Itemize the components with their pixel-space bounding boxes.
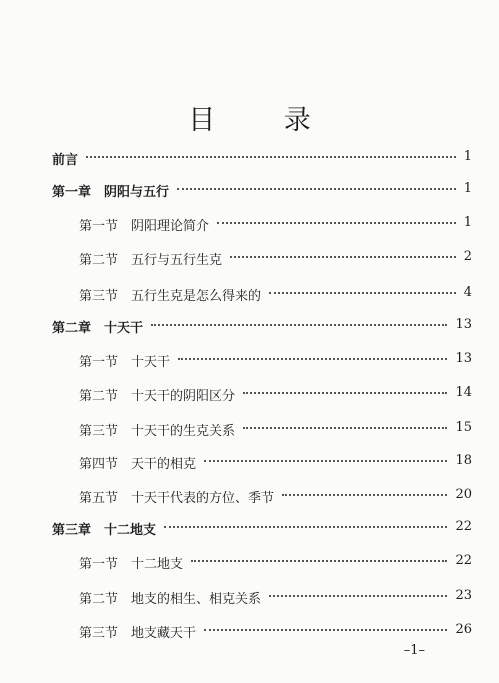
chapter-title: 第三章 十二地支 bbox=[52, 523, 157, 538]
toc-entry bbox=[52, 516, 472, 540]
dot-leader bbox=[230, 256, 456, 258]
toc-entry bbox=[79, 550, 472, 574]
entry-page-number: 15 bbox=[455, 420, 472, 435]
section-title: 第三节 十天干的生克关系 bbox=[79, 424, 236, 439]
chapter-title: 第二章 十天干 bbox=[52, 321, 144, 336]
entry-page-number: 13 bbox=[455, 317, 472, 332]
dot-leader bbox=[282, 494, 447, 496]
dot-leader bbox=[178, 358, 447, 360]
dot-leader bbox=[269, 595, 447, 597]
dot-leader bbox=[151, 324, 447, 326]
entry-page-number: 22 bbox=[455, 553, 472, 568]
dot-leader bbox=[243, 427, 447, 429]
dot-leader bbox=[204, 460, 447, 462]
entry-page-number: 20 bbox=[455, 487, 472, 502]
section-title: 第二节 十天干的阴阳区分 bbox=[79, 389, 236, 404]
section-title: 第一节 十天干 bbox=[79, 355, 171, 370]
entry-page-number: 1 bbox=[463, 215, 472, 230]
entry-page-number: 1 bbox=[463, 181, 472, 196]
dot-leader bbox=[177, 188, 456, 190]
entry-page-number: 14 bbox=[455, 385, 472, 400]
dot-leader bbox=[217, 222, 456, 224]
entry-page-number: 2 bbox=[463, 249, 472, 264]
toc-entry bbox=[79, 417, 472, 441]
toc-entry bbox=[79, 619, 472, 643]
toc-entry bbox=[52, 314, 472, 338]
section-title: 第三节 五行生克是怎么得来的 bbox=[79, 289, 262, 304]
section-title: 第四节 天干的相克 bbox=[79, 457, 197, 472]
section-title: 第二节 地支的相生、相克关系 bbox=[79, 592, 262, 607]
toc-entry bbox=[79, 382, 472, 406]
toc-entry bbox=[79, 246, 472, 270]
section-title: 第二节 五行与五行生克 bbox=[79, 253, 223, 268]
entry-page-number: 4 bbox=[463, 285, 472, 300]
page-number: –1– bbox=[403, 643, 425, 658]
chapter-title: 第一章 阴阳与五行 bbox=[52, 185, 170, 200]
entry-page-number: 26 bbox=[455, 622, 472, 637]
toc-entry bbox=[79, 484, 472, 508]
section-title: 第一节 十二地支 bbox=[79, 557, 184, 572]
dot-leader bbox=[243, 392, 447, 394]
toc-entry bbox=[79, 450, 472, 474]
toc-entry bbox=[79, 282, 472, 306]
chapter-title: 前言 bbox=[52, 153, 79, 168]
toc-entry bbox=[79, 212, 472, 236]
section-title: 第五节 十天干代表的方位、季节 bbox=[79, 491, 275, 506]
toc-entry bbox=[79, 348, 472, 372]
entry-page-number: 1 bbox=[463, 149, 472, 164]
page-title: 目 录 bbox=[188, 105, 341, 136]
dot-leader bbox=[191, 560, 447, 562]
section-title: 第一节 阴阳理论简介 bbox=[79, 219, 210, 234]
entry-page-number: 22 bbox=[455, 519, 472, 534]
entry-page-number: 23 bbox=[455, 588, 472, 603]
entry-page-number: 13 bbox=[455, 351, 472, 366]
dot-leader bbox=[204, 629, 447, 631]
entry-page-number: 18 bbox=[455, 453, 472, 468]
dot-leader bbox=[86, 156, 456, 158]
toc-entry bbox=[79, 585, 472, 609]
toc-entry bbox=[52, 146, 472, 170]
toc-entry bbox=[52, 178, 472, 202]
dot-leader bbox=[164, 526, 447, 528]
section-title: 第三节 地支藏天干 bbox=[79, 626, 197, 641]
dot-leader bbox=[269, 292, 456, 294]
